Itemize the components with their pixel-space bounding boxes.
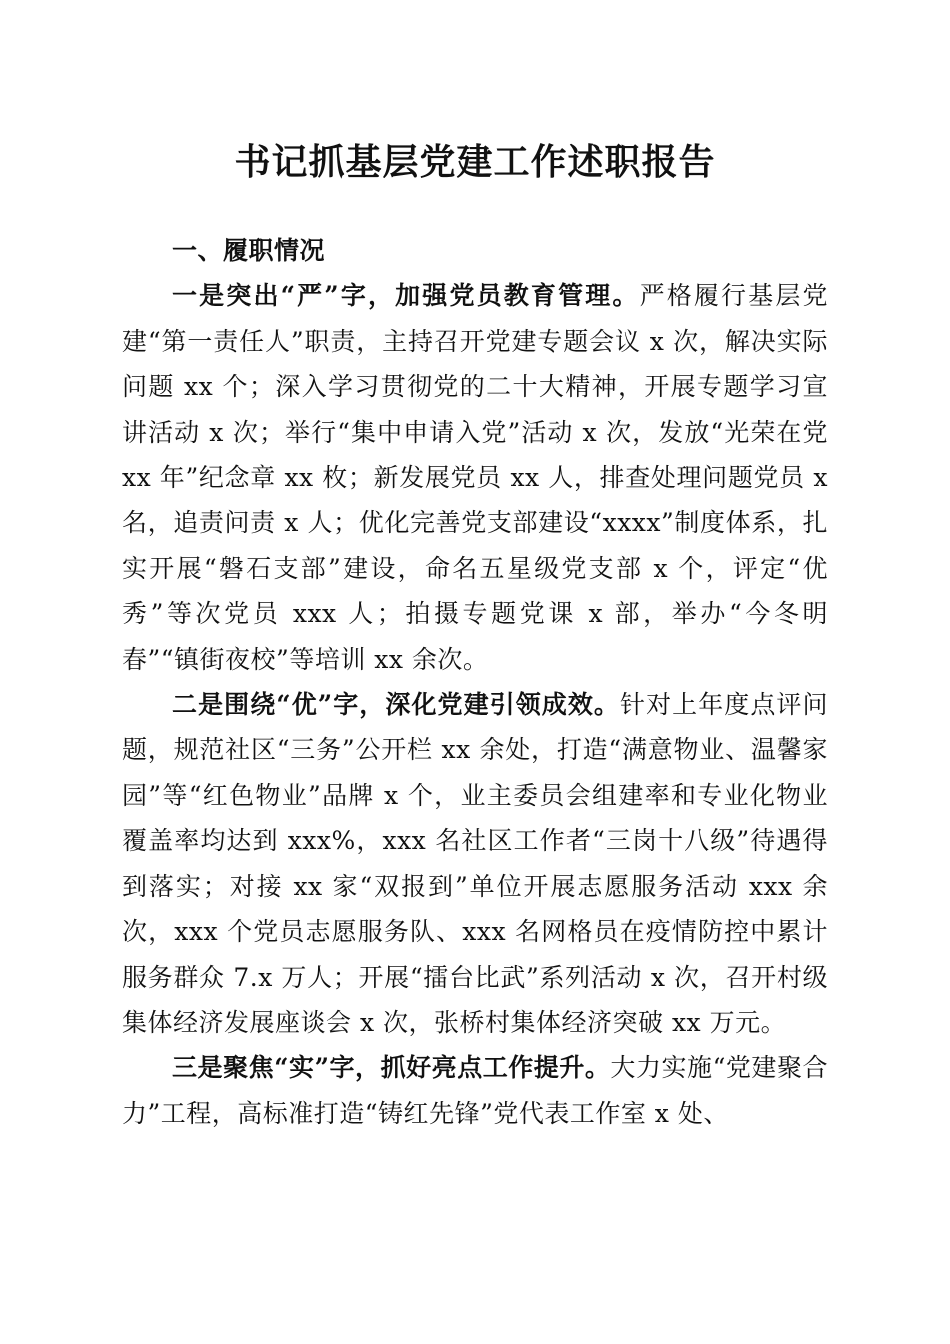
section-heading: 一、履职情况 <box>172 236 326 265</box>
paragraph-1 <box>122 273 828 682</box>
document-body <box>122 228 828 1136</box>
paragraph-2 <box>122 682 828 1045</box>
paragraph-1-text: 严格履行基层党建“第一责任人”职责，主持召开党建专题会议 x 次，解决实际问题 xx 个；深入学习贯彻党的二十大精神，开展专题学习宣讲活动 x 次；举行“集中申请入党”活动 x 次，发放“光荣在党 xx 年”纪念章 xx 枚；新发展党员 xx 人，排查处理问题党员 x 名，追责问责 x 人；优化完善党支部建设“xxxx”制度体系，扎实开展“磐石支部”建设，命名五星级党支部 x 个，评定“优秀”等次党员 xxx 人；拍摄专题党课 x 部，举办“今冬明春”“镇街夜校”等培训 xx 余次。 <box>122 281 828 674</box>
paragraph-1-lead: 一是突出“严”字，加强党员教育管理。 <box>172 281 640 311</box>
paragraph-2-lead: 二是围绕“优”字，深化党建引领成效。 <box>172 690 620 720</box>
paragraph-3-lead: 三是聚焦“实”字，抓好亮点工作提升。 <box>172 1053 611 1083</box>
paragraph-3 <box>122 1045 828 1136</box>
document-title: 书记抓基层党建工作述职报告 <box>234 141 716 183</box>
paragraph-3-text: 大力实施“党建聚合力”工程，高标准打造“铸红先锋”党代表工作室 x 处、 <box>122 1053 828 1128</box>
paragraph-2-text: 针对上年度点评问题，规范社区“三务”公开栏 xx 余处，打造“满意物业、温馨家园”等“红色物业”品牌 x 个，业主委员会组建率和专业化物业覆盖率均达到 xxx%，xxx 名社区工作者“三岗十八级”待遇得到落实；对接 xx 家“双报到”单位开展志愿服务活动 xxx 余次，xxx 个党员志愿服务队、xxx 名网格员在疫情防控中累计服务群众 7.x 万人；开展“擂台比武”系列活动 x 次，召开村级集体经济发展座谈会 x 次，张桥村集体经济突破 xx 万元。 <box>122 690 828 1037</box>
